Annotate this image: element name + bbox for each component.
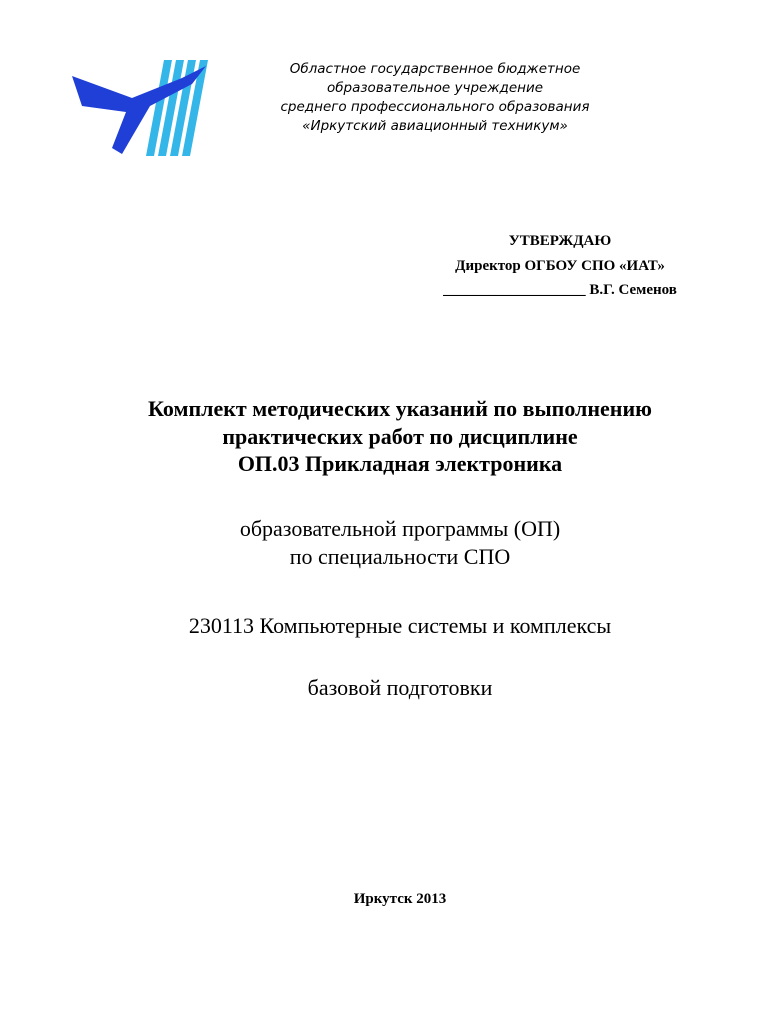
title-line: Комплект методических указаний по выполнению — [148, 396, 652, 421]
approval-block — [410, 229, 710, 303]
approval-signature-line: ___________________ В.Г. Семенов — [443, 282, 677, 298]
organization-name — [240, 60, 630, 136]
program-description — [40, 515, 760, 571]
program-line: образовательной программы (ОП) — [239, 516, 561, 541]
org-line: «Иркутский авиационный техникум» — [302, 118, 568, 134]
org-line: среднего профессионального образования — [280, 99, 590, 115]
approval-position: Директор ОГБОУ СПО «ИАТ» — [455, 257, 665, 274]
aircraft-logo-icon — [72, 58, 208, 156]
specialty-code: 230113 Компьютерные системы и комплексы — [188, 613, 612, 638]
training-level: базовой подготовки — [307, 675, 493, 700]
aircraft-logo-graphic — [72, 58, 208, 156]
org-line: Областное государственное бюджетное — [289, 61, 581, 77]
org-line: образовательное учреждение — [326, 80, 544, 96]
approval-label: УТВЕРЖДАЮ — [508, 233, 612, 249]
program-line: по специальности СПО — [289, 544, 511, 569]
city-year: Иркутск 2013 — [353, 891, 447, 907]
title-line: ОП.03 Прикладная электроника — [237, 451, 563, 476]
document-title — [40, 395, 760, 478]
title-line: практических работ по дисциплине — [222, 423, 578, 449]
